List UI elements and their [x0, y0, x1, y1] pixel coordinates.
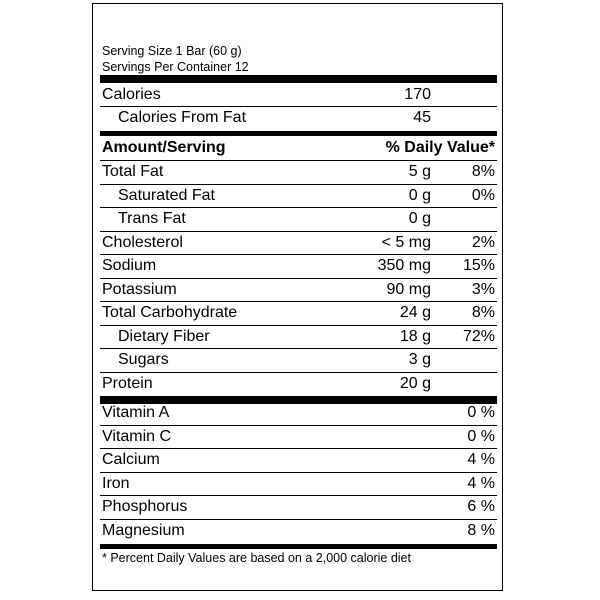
nutrient-daily-value: 3%: [471, 281, 495, 298]
vitamin-daily-value: 0 %: [467, 428, 495, 445]
calories-value: 170: [404, 86, 431, 103]
nutrient-name: Sodium: [102, 257, 157, 274]
serving-size: Serving Size 1 Bar (60 g): [102, 44, 242, 58]
vitamin-row: [93, 473, 502, 496]
calories-from-fat-value: 45: [413, 109, 431, 126]
footnote: * Percent Daily Values are based on a 2,000 calorie diet: [102, 551, 411, 565]
nutrient-name: Total Fat: [102, 163, 164, 180]
calories-from-fat-label: Calories From Fat: [118, 109, 247, 126]
vitamin-daily-value: 6 %: [467, 498, 495, 515]
calories-from-fat-row: [93, 107, 502, 130]
nutrient-row: [93, 185, 502, 208]
vitamin-daily-value: 4 %: [467, 475, 495, 492]
calories-row: [93, 84, 502, 107]
calories-label: Calories: [102, 86, 161, 103]
servings-per-container: Servings Per Container 12: [102, 60, 249, 74]
amount-per-serving-header: Amount/Serving: [102, 139, 226, 156]
nutrient-amount: 0 g: [408, 210, 431, 227]
nutrient-name: Dietary Fiber: [118, 328, 210, 345]
nutrient-amount: 5 g: [408, 163, 431, 180]
divider-medium: [100, 131, 497, 136]
nutrient-amount: 20 g: [399, 375, 431, 392]
amount-header-row: [93, 137, 502, 160]
nutrient-row: [93, 255, 502, 278]
nutrient-amount: 350 mg: [377, 257, 431, 274]
vitamin-name: Vitamin A: [102, 404, 170, 421]
nutrient-name: Sugars: [118, 351, 169, 368]
vitamin-row: [93, 449, 502, 472]
vitamin-row: [93, 520, 502, 543]
vitamin-name: Vitamin C: [102, 428, 172, 445]
nutrient-daily-value: 72%: [462, 328, 495, 345]
nutrient-daily-value: 0%: [471, 187, 495, 204]
nutrient-name: Potassium: [102, 281, 177, 298]
nutrient-name: Saturated Fat: [118, 187, 215, 204]
nutrient-amount: 0 g: [408, 187, 431, 204]
nutrient-amount: 90 mg: [386, 281, 431, 298]
vitamin-row: [93, 496, 502, 519]
nutrient-name: Protein: [102, 375, 153, 392]
vitamin-name: Calcium: [102, 451, 160, 468]
nutrient-name: Total Carbohydrate: [102, 304, 238, 321]
nutrient-name: Cholesterol: [102, 234, 183, 251]
nutrient-amount: 18 g: [399, 328, 431, 345]
nutrient-amount: 3 g: [408, 351, 431, 368]
vitamin-name: Iron: [102, 475, 130, 492]
vitamin-daily-value: 4 %: [467, 451, 495, 468]
nutrition-facts-panel: [92, 3, 503, 591]
divider-thick: [100, 75, 497, 83]
nutrient-row: [93, 161, 502, 184]
nutrient-name: Trans Fat: [118, 210, 186, 227]
nutrient-amount: 24 g: [399, 304, 431, 321]
nutrient-row: [93, 208, 502, 231]
vitamin-name: Magnesium: [102, 522, 185, 539]
vitamin-row: [93, 402, 502, 425]
vitamin-daily-value: 8 %: [467, 522, 495, 539]
nutrient-row: [93, 279, 502, 302]
nutrient-daily-value: 8%: [471, 163, 495, 180]
nutrient-daily-value: 2%: [471, 234, 495, 251]
nutrient-row: [93, 373, 502, 396]
nutrient-row: [93, 349, 502, 372]
vitamin-row: [93, 426, 502, 449]
nutrient-row: [93, 326, 502, 349]
nutrient-daily-value: 8%: [471, 304, 495, 321]
nutrient-amount: < 5 mg: [381, 234, 431, 251]
nutrient-row: [93, 232, 502, 255]
daily-value-header: % Daily Value*: [385, 139, 495, 156]
divider-medium: [100, 544, 497, 549]
vitamin-daily-value: 0 %: [467, 404, 495, 421]
nutrient-row: [93, 302, 502, 325]
vitamin-name: Phosphorus: [102, 498, 188, 515]
nutrient-daily-value: 15%: [462, 257, 495, 274]
